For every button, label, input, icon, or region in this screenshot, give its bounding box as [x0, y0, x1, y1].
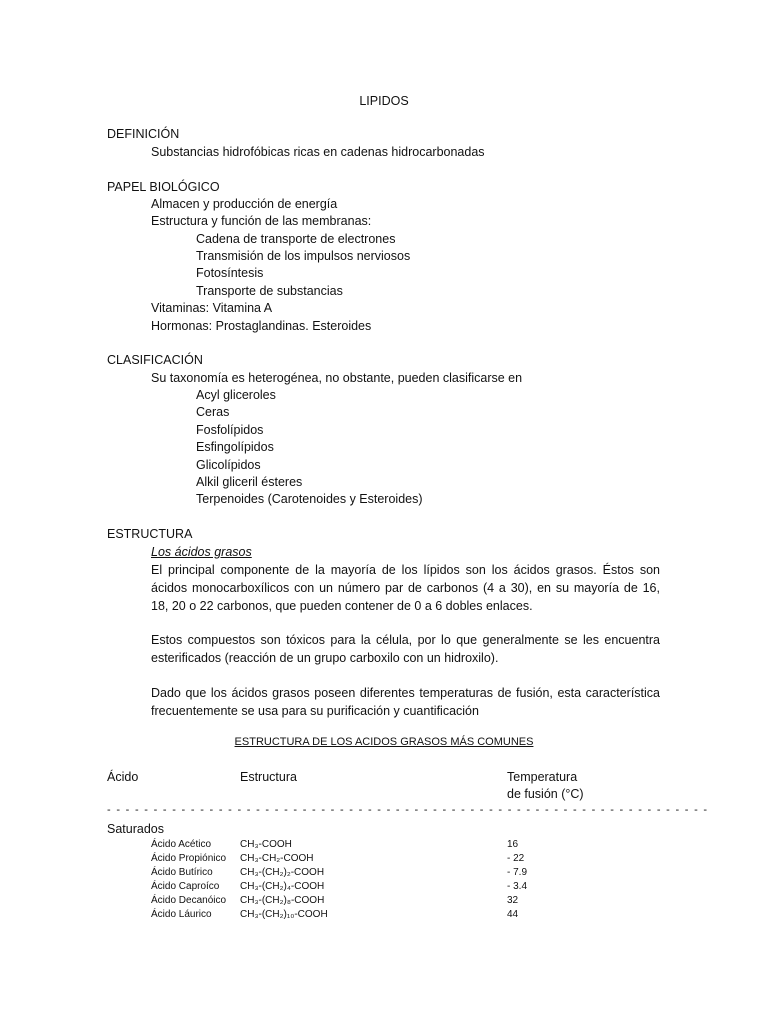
page-title: LIPIDOS	[359, 94, 409, 108]
table-cell-temp: - 7.9	[507, 867, 528, 878]
table-cell-formula: CH₃-COOH	[240, 839, 292, 850]
estructura-paragraph-3: Dado que los ácidos grasos poseen diferentes temperaturas de fusión, esta característica frecuentemente se usa para su purificación y cuantificación	[151, 686, 660, 718]
col-header-estructura: Estructura	[240, 770, 297, 784]
papel-subitem: Transmisión de los impulsos nerviosos	[196, 249, 411, 263]
clasificacion-item: Terpenoides (Carotenoides y Esteroides)	[196, 492, 423, 506]
table-cell-formula: CH₃-(CH₂)₄-COOH	[240, 881, 325, 892]
papel-item: Almacen y producción de energía	[151, 197, 338, 211]
table-cell-formula: CH₃-CH₂-COOH	[240, 853, 314, 864]
clasificacion-item: Glicolípidos	[196, 458, 261, 472]
col-header-temperatura: Temperatura	[507, 770, 578, 784]
clasificacion-item: Alkil gliceril ésteres	[196, 475, 303, 489]
papel-item: Estructura y función de las membranas:	[151, 214, 372, 228]
clasificacion-item: Ceras	[196, 405, 230, 419]
papel-subitem: Fotosíntesis	[196, 266, 264, 280]
table-cell-name: Ácido Butírico	[151, 867, 213, 878]
table-cell-temp: - 3.4	[507, 881, 528, 892]
papel-heading: PAPEL BIOLÓGICO	[107, 180, 220, 194]
table-title: ESTRUCTURA DE LOS ACIDOS GRASOS MÁS COMUNES	[234, 736, 534, 748]
table-cell-formula: CH₃-(CH₂)₂-COOH	[240, 867, 325, 878]
col-header-acido: Ácido	[107, 770, 139, 784]
col-header-temperatura-2: de fusión (°C)	[507, 787, 584, 801]
table-cell-name: Ácido Decanóico	[151, 895, 227, 906]
papel-item: Vitaminas: Vitamina A	[151, 301, 273, 315]
table-cell-temp: 32	[507, 895, 519, 906]
papel-subitem: Cadena de transporte de electrones	[196, 232, 396, 246]
table-cell-temp: 44	[507, 909, 519, 920]
estructura-paragraph-2: Estos compuestos son tóxicos para la célula, por lo que generalmente se les encuentra esterificados (reacción de un grupo carboxilo con un hidroxilo).	[151, 633, 660, 665]
clasificacion-item: Acyl gliceroles	[196, 388, 276, 402]
clasificacion-intro: Su taxonomía es heterogénea, no obstante, pueden clasificarse en	[151, 371, 523, 385]
table-separator: - - - - - - - - - - - - - - - - - - - - - - - - - - - - - - - - - - - - - - - - - - - - - - - - - - - - - - - - - - - - - - - - -	[107, 804, 709, 816]
clasificacion-item: Fosfolípidos	[196, 423, 264, 437]
definicion-heading: DEFINICIÓN	[107, 127, 180, 141]
table-cell-name: Ácido Láurico	[151, 909, 212, 920]
table-cell-name: Ácido Caproíco	[151, 881, 220, 892]
table-cell-formula: CH₃-(CH₂)₁₀-COOH	[240, 909, 328, 920]
table-cell-temp: - 22	[507, 853, 525, 864]
estructura-heading: ESTRUCTURA	[107, 527, 193, 541]
clasificacion-heading: CLASIFICACIÓN	[107, 353, 203, 367]
papel-item: Hormonas: Prostaglandinas. Esteroides	[151, 319, 372, 333]
table-cell-name: Ácido Acético	[151, 839, 212, 850]
papel-subitem: Transporte de substancias	[196, 284, 343, 298]
clasificacion-item: Esfingolípidos	[196, 440, 274, 454]
table-cell-formula: CH₃-(CH₂)₈-COOH	[240, 895, 325, 906]
estructura-subheading: Los ácidos grasos	[151, 545, 252, 559]
table-cell-name: Ácido Propiónico	[151, 853, 227, 864]
table-cell-temp: 16	[507, 839, 519, 850]
estructura-paragraph-1: El principal componente de la mayoría de los lípidos son los ácidos grasos. Éstos son ácidos monocarboxílicos con un número par de carbonos (4 a 30), en su mayoría de 16, 18, 20 o 22 carbonos, que pueden contener de 0 a 6 dobles enlaces.	[151, 563, 660, 613]
definicion-text: Substancias hidrofóbicas ricas en cadenas hidrocarbonadas	[151, 145, 485, 159]
table-group-label: Saturados	[107, 822, 164, 836]
